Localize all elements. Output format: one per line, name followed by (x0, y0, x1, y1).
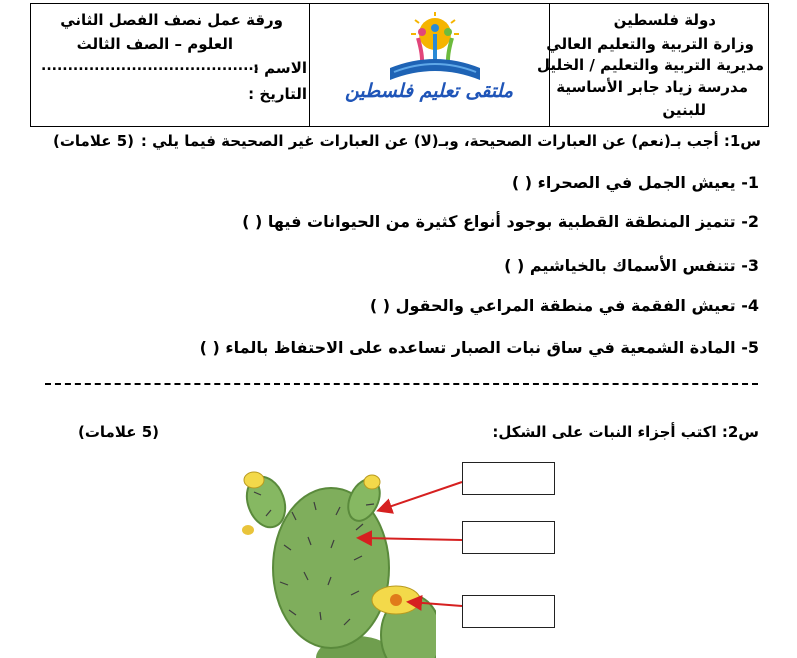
label-box-1[interactable] (462, 462, 555, 495)
name-label: الاسم : (252, 59, 307, 77)
book-with-figures-logo-icon (380, 10, 490, 88)
header-table (30, 3, 769, 127)
pointer-arrows (350, 470, 470, 620)
name-dots: ......................................... (41, 58, 260, 74)
header-country: دولة فلسطين (613, 11, 716, 29)
header-boys: للبنين (662, 101, 706, 119)
q2-marks: (5 علامات) (78, 423, 160, 441)
q1-item-2: 2- تتميز المنطقة القطبية بوجود أنواع كثيرة من الحيوانات فيها ( ) (242, 212, 759, 231)
worksheet-title: ورقة عمل نصف الفصل الثاني (60, 11, 283, 29)
label-box-3[interactable] (462, 595, 555, 628)
section-divider (45, 383, 758, 385)
date-label: التاريخ : (248, 85, 307, 103)
q1-item-5: 5- المادة الشمعية في ساق نبات الصبار تساعده على الاحتفاظ بالماء ( ) (199, 338, 759, 357)
header-right-cell (536, 4, 768, 126)
header-directorate: مديرية التربية والتعليم / الخليل (536, 56, 764, 74)
q1-title: س1: أجب بـ(نعم) عن العبارات الصحيحة، وبـ(لا) عن العبارات غير الصحيحة فيما يلي : (140, 132, 761, 150)
q2-title: س2: اكتب أجزاء النبات على الشكل: (492, 423, 759, 441)
header-ministry: وزارة التربية والتعليم العالي (546, 35, 754, 53)
q1-item-1: 1- يعيش الجمل في الصحراء ( ) (511, 173, 759, 192)
label-box-2[interactable] (462, 521, 555, 554)
header-left-cell (31, 4, 311, 126)
logo-cell (309, 4, 549, 126)
q1-marks: (5 علامات) (53, 132, 135, 150)
q1-item-3: 3- تتنفس الأسماك بالخياشيم ( ) (504, 256, 759, 275)
header-school: مدرسة زياد جابر الأساسية (556, 78, 748, 96)
logo-text: ملتقى تعليم فلسطين (344, 80, 514, 102)
subject-grade: العلوم – الصف الثالث (76, 35, 233, 53)
q1-item-4: 4- تعيش الفقمة في منطقة المراعي والحقول ( ) (369, 296, 759, 315)
